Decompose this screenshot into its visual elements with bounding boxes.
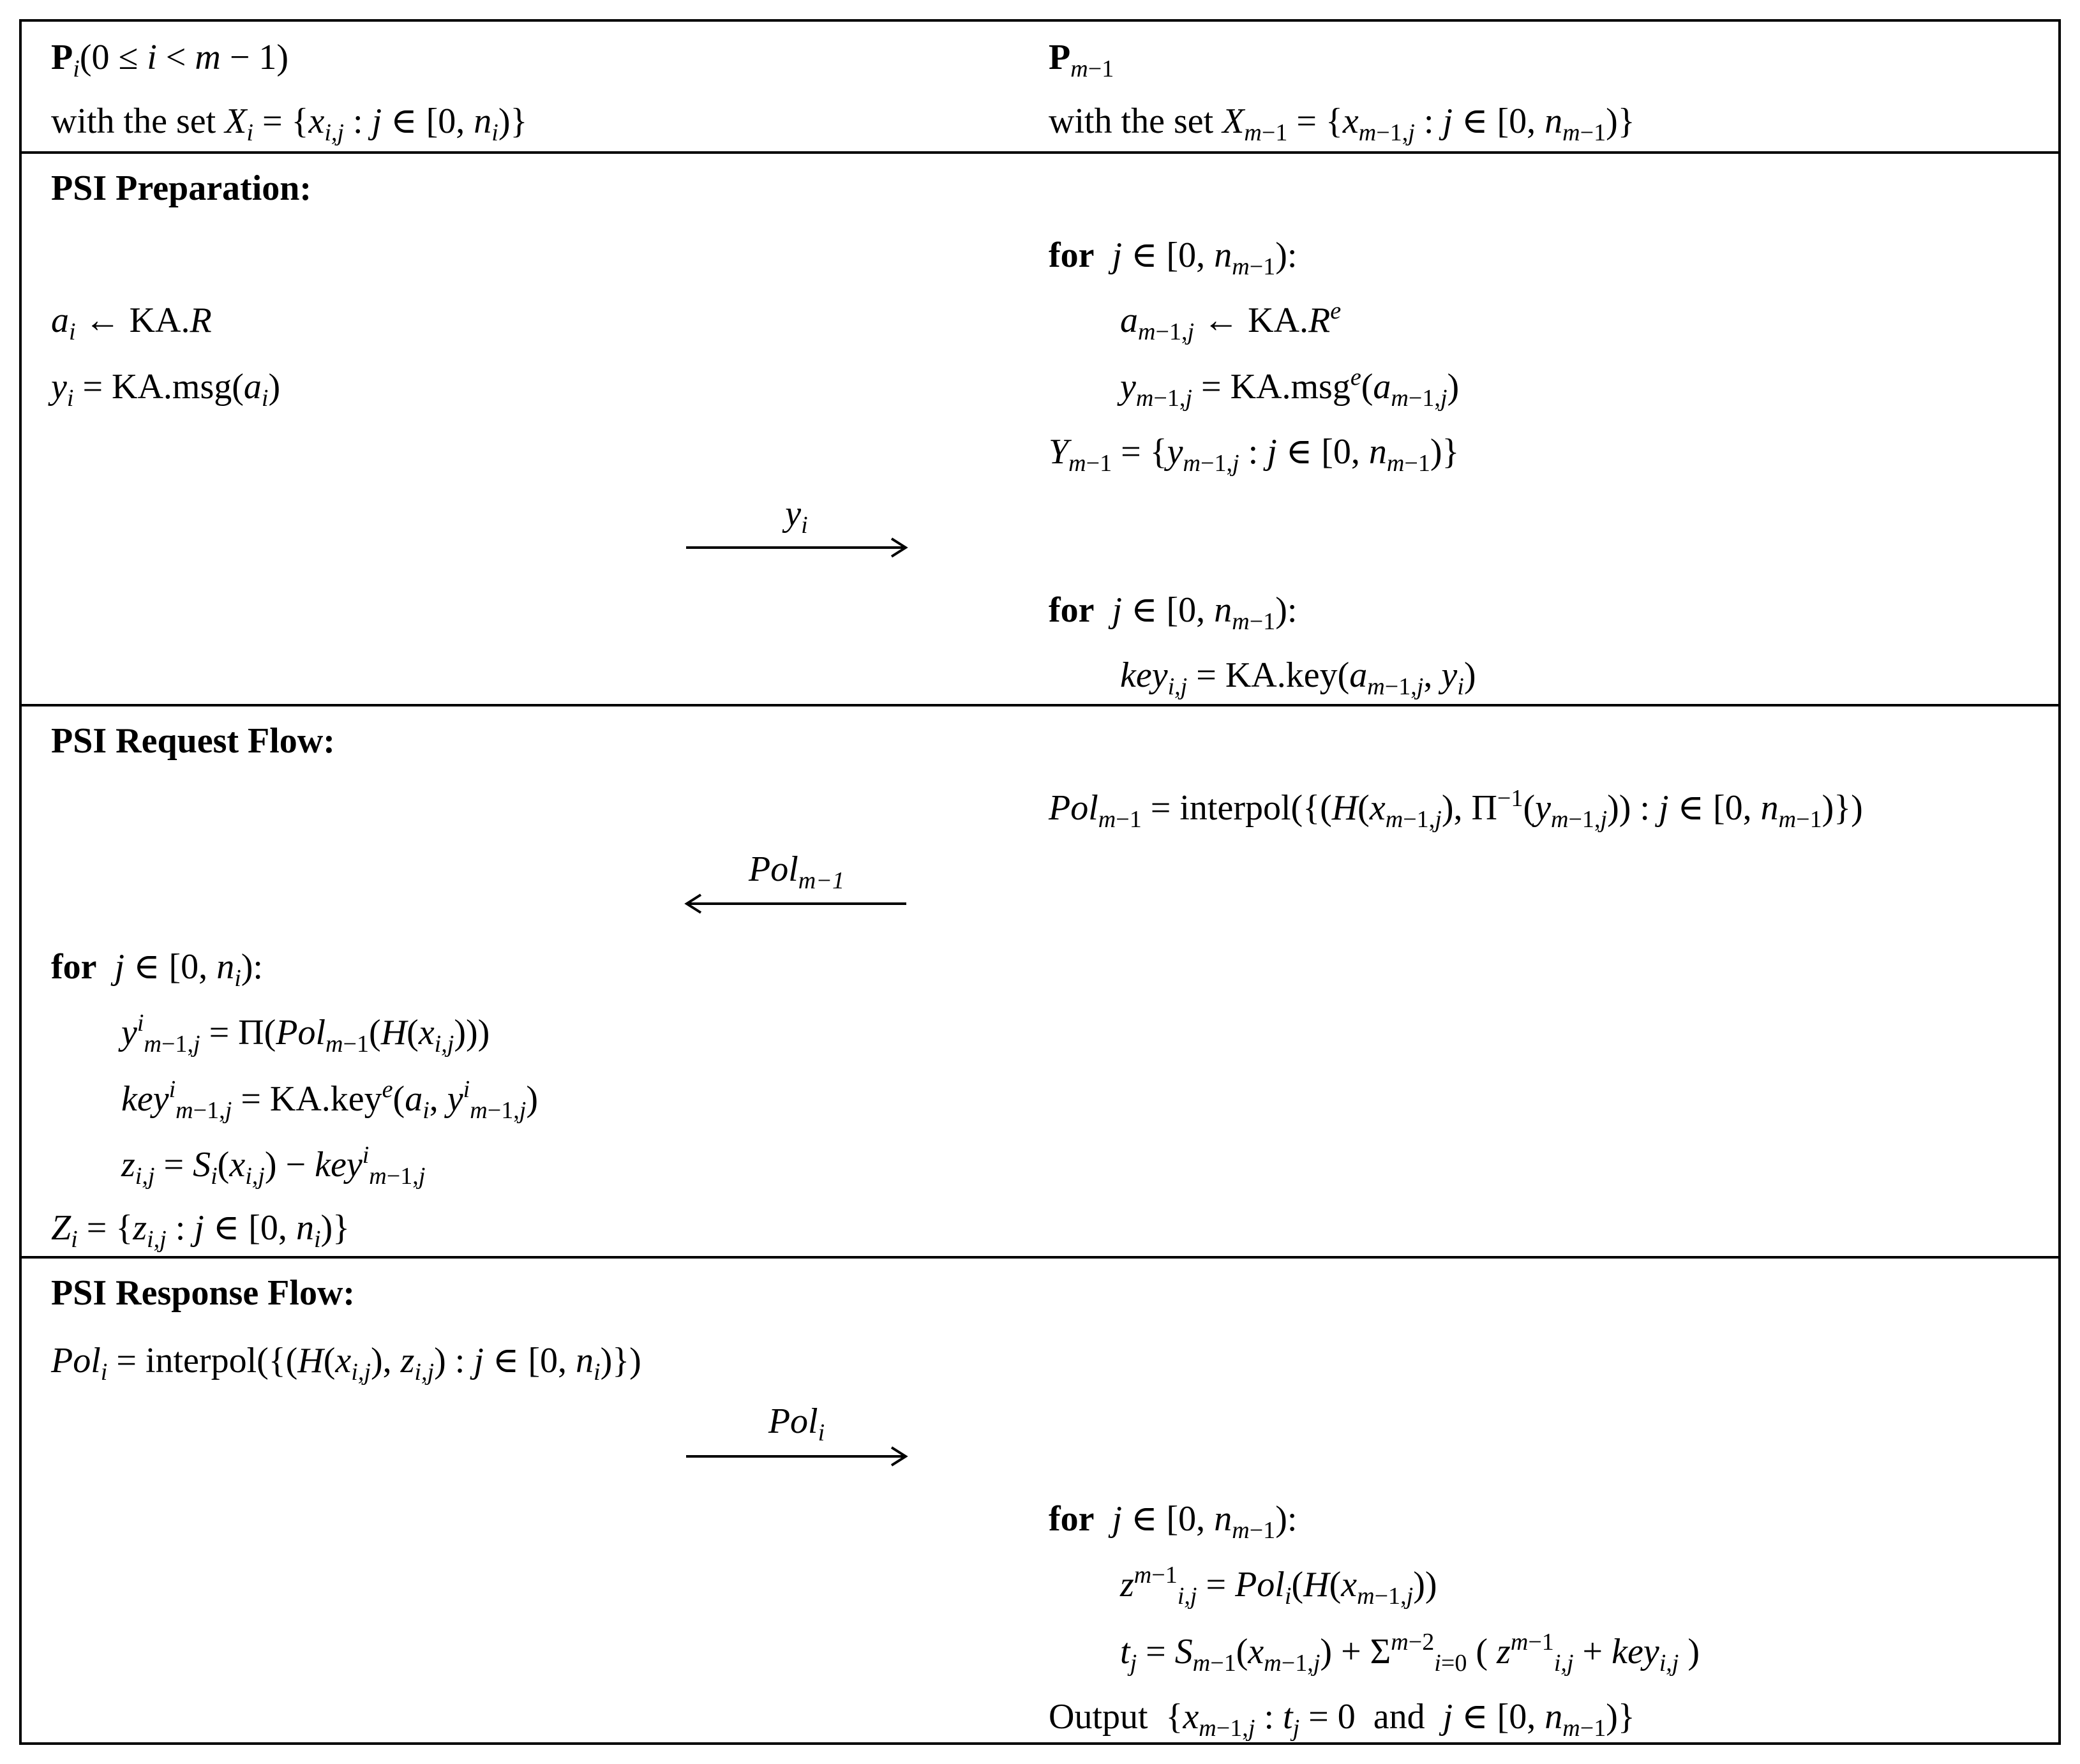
message-label-yi: $y_i$ [785,494,808,539]
prep-right-for-2: for j ∈ [0, $n_{m-1}$): [1049,590,1298,636]
prep-right-line-6: $key_{i,j} = KA.key(a_{m-1,j}$, $y_i$) [1120,655,1476,701]
message-label-pol-m1: Pol$_{m-1}$ [749,849,844,895]
divider-header [19,151,2061,154]
arrow-right-pol-i [686,1444,909,1469]
left-party-set: with the set $X_i = \{x_{i,j}$ : j ∈ [0, $n_i$)} [51,101,528,147]
request-left-line-2: $y^i_{m-1,j} = \Pi(Pol_{m-1}(H(x_{i,j})))$ [121,1010,490,1058]
arrow-left-pol-m1 [684,891,908,916]
request-right-line-1: $Pol_{m-1} = interpol(\{(H(x_{m-1,j})$, $\Pi^{-1}(y_{m-1,j})$) : j ∈ [0, $n_{m-1}$)}) [1049,785,1863,833]
request-left-for: for j ∈ [0, $n_i$): [51,947,263,992]
request-left-line-4: $z_{i,j} = S_i(x_{i,j}) - key^i_{m-1,j}$ [121,1142,426,1190]
response-right-line-2: $z^{m-1}_{i,j} = Pol_i(H(x_{m-1,j}))$ [1120,1562,1437,1610]
prep-right-line-4: $Y_{m-1} = \{y_{m-1,j}$ : j ∈ [0, $n_{m-1}$)} [1049,432,1460,477]
prep-left-line-1: $a_i$ ← KA.R [51,301,212,346]
prep-right-for-1: for j ∈ [0, $n_{m-1}$): [1049,235,1298,281]
divider-preparation [19,704,2061,706]
arrow-right-yi [686,535,909,560]
right-party-label: $P_{m-1}$ [1049,38,1114,83]
message-label-pol-i: Pol$_i$ [768,1401,825,1447]
prep-right-line-3: $y_{m-1,j} = KA.msg^e(a_{m-1,j})$ [1120,364,1460,412]
response-right-line-3: $t_j = S_{m-1}(x_{m-1,j}) + \Sigma^{m-2}_{i=0}$ ( $z^{m-1}_{i,j} + key_{i,j}$ ) [1120,1629,1700,1677]
protocol-table-frame [19,19,2061,1745]
section-title-response: PSI Response Flow: [51,1273,355,1313]
left-party-label: $P_i(0 \le i < m - 1)$ [51,38,289,83]
prep-left-line-2: $y_i = KA.msg(a_i)$ [51,367,281,412]
response-right-line-4: Output {$x_{m-1,j}$ : $t_j = 0$ and j ∈ [0, $n_{m-1}$)} [1049,1697,1635,1742]
response-left-line-1: $Pol_i = interpol(\{(H(x_{i,j})$, $z_{i,j}$) : j ∈ [0, $n_i$)}) [51,1341,641,1386]
request-left-line-3: $key^i_{m-1,j} = KA.key^e(a_i$, $y^i_{m-1,j}$) [121,1076,539,1125]
right-party-set: with the set $X_{m-1} = \{x_{m-1,j}$ : j ∈ [0, $n_{m-1}$)} [1049,101,1635,147]
request-left-line-5: $Z_i = \{z_{i,j}$ : j ∈ [0, $n_i$)} [51,1208,350,1253]
response-right-for: for j ∈ [0, $n_{m-1}$): [1049,1499,1298,1544]
divider-request [19,1256,2061,1259]
section-title-request: PSI Request Flow: [51,721,335,761]
section-title-preparation: PSI Preparation: [51,168,312,208]
prep-right-line-2: $a_{m-1,j}$ ← $KA.R^e$ [1120,297,1342,346]
